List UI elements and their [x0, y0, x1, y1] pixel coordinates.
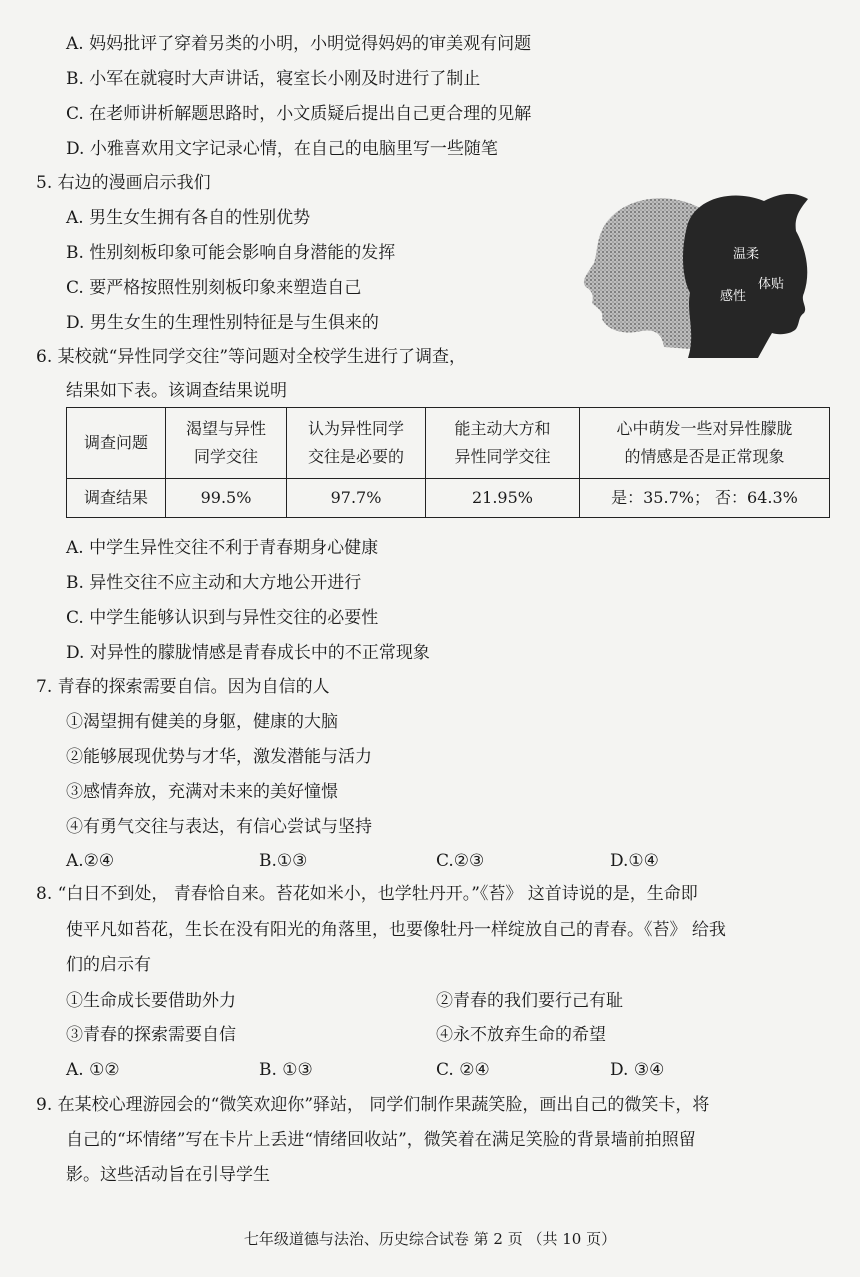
q4-option-a: A. 妈妈批评了穿着另类的小明，小明觉得妈妈的审美观有问题 [66, 34, 532, 54]
page-footer: 七年级道德与法治、历史综合试卷 第 2 页 （共 10 页） [243, 1230, 617, 1248]
table-cell: 21.95% [426, 479, 580, 518]
table-row-label: 调查结果 [67, 479, 166, 518]
table-header-cell: 调查问题 [67, 408, 166, 479]
cartoon-label-emotional: 感性 [720, 289, 747, 304]
q5-option-c: C. 要严格按照性别刻板印象来塑造自己 [66, 278, 362, 298]
q8-item-2: ②青春的我们要行己有耻 [436, 991, 623, 1011]
q8-item-1: ①生命成长要借助外力 [66, 991, 236, 1011]
q6-stem-line1: 6. 某校就“异性同学交往”等问题对全校学生进行了调查， [36, 347, 467, 367]
table-header-cell: 渴望与异性 同学交往 [166, 408, 287, 479]
table-header-row [67, 408, 830, 479]
q5-option-b: B. 性别刻板印象可能会影响自身潜能的发挥 [66, 243, 396, 263]
q7-item-2: ②能够展现优势与才华，激发潜能与活力 [66, 747, 372, 767]
cartoon-label-considerate: 体贴 [758, 277, 785, 292]
q7-choice-a: A.②④ [66, 851, 115, 871]
table-header-cell: 认为异性同学 交往是必要的 [287, 408, 426, 479]
q6-option-a: A. 中学生异性交往不利于青春期身心健康 [66, 538, 379, 558]
table-cell: 99.5% [166, 479, 287, 518]
cartoon-illustration [558, 183, 820, 358]
q8-item-3: ③青春的探索需要自信 [66, 1025, 236, 1045]
table-header-cell: 心中萌发一些对异性朦胧 的情感是否是正常现象 [580, 408, 830, 479]
q4-option-d: D. 小雅喜欢用文字记录心情，在自己的电脑里写一些随笔 [66, 139, 498, 159]
q7-stem: 7. 青春的探索需要自信。因为自信的人 [36, 677, 330, 697]
q9-line1: 9. 在某校心理游园会的“微笑欢迎你”驿站， 同学们制作果蔬笑脸，画出自己的微笑卡，将 [36, 1095, 710, 1115]
q7-choice-d: D.①④ [610, 851, 659, 871]
q4-option-b: B. 小军在就寝时大声讲话，寝室长小刚及时进行了制止 [66, 69, 481, 89]
q7-choice-b: B.①③ [259, 851, 308, 871]
q7-item-3: ③感情奔放，充满对未来的美好憧憬 [66, 782, 338, 802]
table-header-cell: 能主动大方和 异性同学交往 [426, 408, 580, 479]
q5-stem: 5. 右边的漫画启示我们 [36, 173, 211, 193]
survey-table [66, 407, 830, 518]
q6-option-c: C. 中学生能够认识到与异性交往的必要性 [66, 608, 379, 628]
q7-choice-c: C.②③ [436, 851, 485, 871]
q4-option-c: C. 在老师讲析解题思路时，小文质疑后提出自己更合理的见解 [66, 104, 532, 124]
female-head-shape [683, 194, 808, 358]
q8-choice-c: C. ②④ [436, 1060, 490, 1080]
q7-item-1: ①渴望拥有健美的身躯，健康的大脑 [66, 712, 338, 732]
q9-line2: 自己的“坏情绪”写在卡片上丢进“情绪回收站”，微笑着在满足笑脸的背景墙前拍照留 [66, 1130, 696, 1150]
q9-line3: 影。这些活动旨在引导学生 [66, 1165, 270, 1185]
q6-stem-line2: 结果如下表。该调查结果说明 [66, 381, 287, 401]
q6-option-b: B. 异性交往不应主动和大方地公开进行 [66, 573, 362, 593]
q8-line1: 8. “白日不到处， 青春恰自来。苔花如米小，也学牡丹开。”《苔》 这首诗说的是，生命即 [36, 884, 698, 904]
q8-line3: 们的启示有 [66, 955, 151, 975]
q7-item-4: ④有勇气交往与表达，有信心尝试与坚持 [66, 817, 372, 837]
table-cell: 是：35.7%； 否：64.3% [580, 479, 830, 518]
cartoon-label-gentle: 温柔 [733, 247, 760, 262]
q5-option-a: A. 男生女生拥有各自的性别优势 [66, 208, 311, 228]
q5-option-d: D. 男生女生的生理性别特征是与生俱来的 [66, 313, 379, 333]
q8-line2: 使平凡如苔花，生长在没有阳光的角落里，也要像牡丹一样绽放自己的青春。《苔》 给我 [66, 920, 726, 940]
table-cell: 97.7% [287, 479, 426, 518]
q8-choice-a: A. ①② [66, 1060, 120, 1080]
q8-choice-d: D. ③④ [610, 1060, 665, 1080]
gender-cartoon [558, 183, 820, 358]
q8-choice-b: B. ①③ [259, 1060, 313, 1080]
q6-option-d: D. 对异性的朦胧情感是青春成长中的不正常现象 [66, 643, 430, 663]
table-row [67, 479, 830, 518]
q8-item-4: ④永不放弃生命的希望 [436, 1025, 606, 1045]
